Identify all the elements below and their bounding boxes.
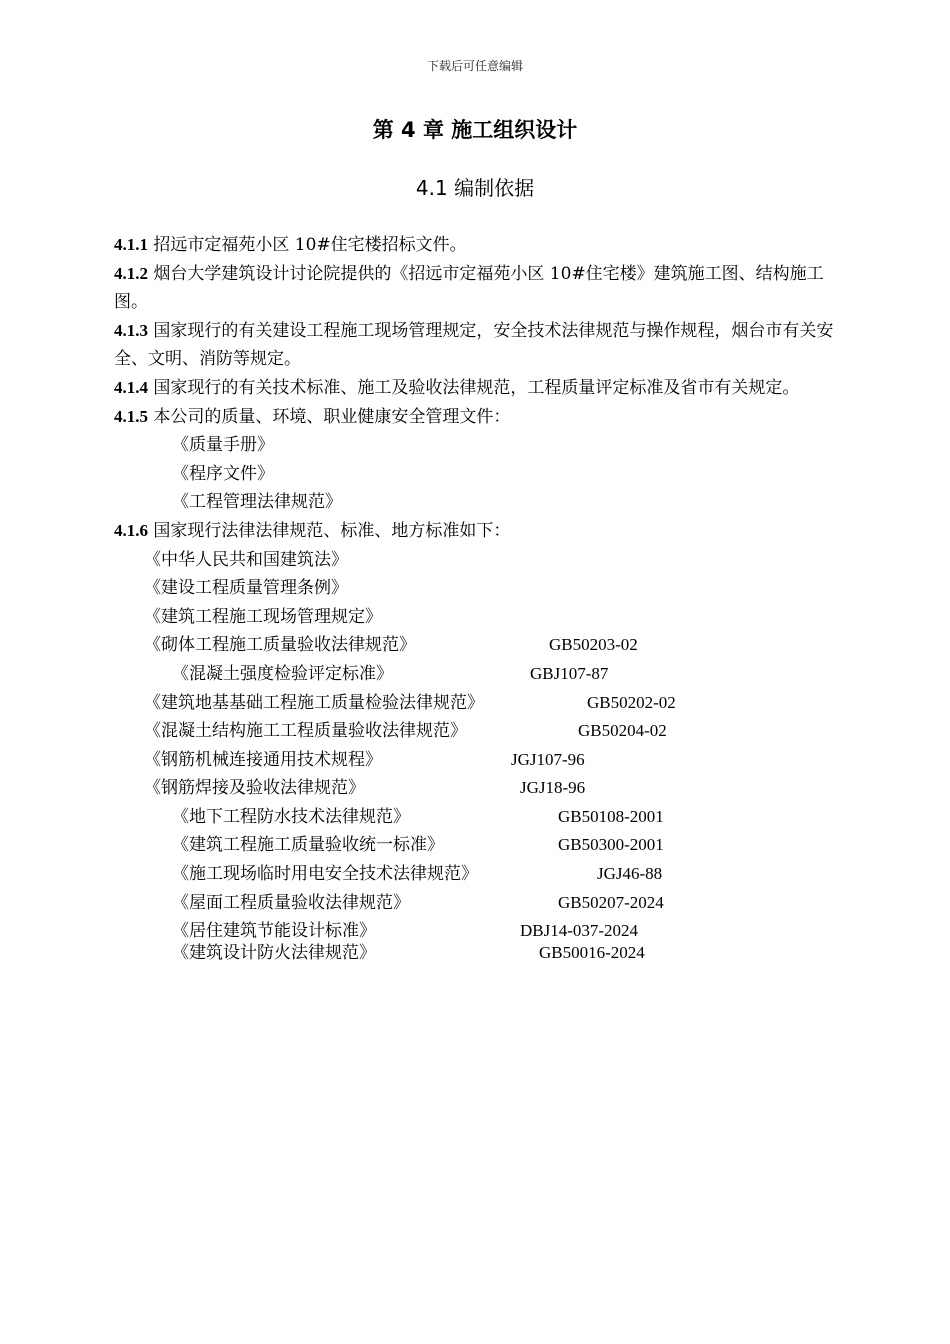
standard-code: GBJ107-87 bbox=[530, 663, 609, 683]
standard-code: JGJ18-96 bbox=[520, 778, 586, 798]
standard-title: 《混凝土强度检验评定标准》 bbox=[172, 663, 393, 684]
clause-text: 国家现行的有关建设工程施工现场管理规定，安全技术法律规范与操作规程，烟台市有关安全、文明、消防等规定。 bbox=[114, 320, 834, 370]
clause-text: 国家现行法律法律规范、标准、地方标准如下： bbox=[148, 520, 511, 541]
standard-title: 《建筑设计防火法律规范》 bbox=[172, 943, 376, 964]
standard-row bbox=[144, 603, 839, 632]
clause-number: 4.1.4 bbox=[114, 377, 148, 397]
standard-row bbox=[172, 917, 839, 942]
standard-title: 《屋面工程质量验收法律规范》 bbox=[172, 892, 410, 913]
standard-title: 《建筑工程施工质量验收统一标准》 bbox=[172, 835, 444, 856]
standard-code: GB50204-02 bbox=[578, 721, 667, 741]
clause-4-1-6 bbox=[114, 517, 839, 546]
chapter-title: 第 4 章 施工组织设计 bbox=[372, 118, 578, 142]
standard-row bbox=[144, 546, 839, 575]
standard-row bbox=[172, 939, 839, 968]
standard-row bbox=[172, 860, 839, 889]
section-title: 4.1 编制依据 bbox=[415, 176, 535, 200]
clause-number: 4.1.6 bbox=[114, 520, 148, 540]
clause-4-1-5 bbox=[114, 403, 839, 432]
standard-title: 《居住建筑节能设计标准》 bbox=[172, 921, 376, 942]
clause-4-1-1 bbox=[114, 231, 839, 260]
clause-number: 4.1.1 bbox=[114, 235, 148, 254]
clause-text: 国家现行的有关技术标准、施工及验收法律规范，工程质量评定标准及省市有关规定。 bbox=[148, 377, 800, 398]
standard-title: 《建筑工程施工现场管理规定》 bbox=[144, 606, 382, 627]
standard-code: GB50202-02 bbox=[587, 692, 676, 712]
clause-text: 烟台大学建筑设计讨论院提供的《招远市定福苑小区 10#住宅楼》建筑施工图、结构施工图。 bbox=[114, 263, 824, 313]
clause-4-1-2 bbox=[114, 260, 839, 317]
standard-row bbox=[144, 717, 839, 746]
standard-title: 《施工现场临时用电安全技术法律规范》 bbox=[172, 864, 478, 885]
standard-title: 《地下工程防水技术法律规范》 bbox=[172, 806, 410, 827]
standard-title: 《建筑地基基础工程施工质量检验法律规范》 bbox=[144, 692, 484, 713]
clause-number: 4.1.5 bbox=[114, 406, 148, 426]
company-doc: 《程序文件》 bbox=[172, 463, 274, 484]
clause-text: 招远市定福苑小区 10#住宅楼招标文件。 bbox=[148, 235, 467, 255]
clause-number: 4.1.2 bbox=[114, 263, 148, 283]
company-doc: 《质量手册》 bbox=[172, 435, 274, 456]
standard-row bbox=[172, 803, 839, 832]
standard-row bbox=[144, 746, 839, 775]
standard-code: GB50203-02 bbox=[549, 635, 638, 655]
standard-row bbox=[144, 689, 839, 718]
standard-code: JGJ46-88 bbox=[597, 864, 663, 884]
standard-title: 《中华人民共和国建筑法》 bbox=[144, 549, 348, 570]
page-header: 下载后可任意编辑 bbox=[426, 59, 523, 73]
standard-row bbox=[172, 660, 839, 689]
clause-4-1-4 bbox=[114, 374, 839, 403]
standard-code: GB50016-2024 bbox=[539, 943, 645, 963]
standard-code: DBJ14-037-2024 bbox=[520, 921, 639, 941]
standard-title: 《钢筋机械连接通用技术规程》 bbox=[144, 749, 382, 770]
standard-row bbox=[172, 831, 839, 860]
clause-text: 本公司的质量、环境、职业健康安全管理文件： bbox=[148, 406, 511, 427]
standard-title: 《钢筋焊接及验收法律规范》 bbox=[144, 778, 365, 799]
company-doc: 《工程管理法律规范》 bbox=[172, 492, 342, 513]
clause-number: 4.1.3 bbox=[114, 320, 148, 340]
standard-row bbox=[144, 631, 839, 660]
standard-row bbox=[172, 889, 839, 918]
document-body bbox=[114, 231, 839, 968]
standard-row bbox=[144, 574, 839, 603]
clause-4-1-3 bbox=[114, 317, 839, 374]
standard-code: GB50108-2001 bbox=[558, 806, 664, 826]
standard-code: GB50207-2024 bbox=[558, 892, 664, 912]
standard-title: 《建设工程质量管理条例》 bbox=[144, 578, 348, 599]
standard-row bbox=[144, 774, 839, 803]
standard-title: 《混凝土结构施工工程质量验收法律规范》 bbox=[144, 721, 467, 742]
standard-title: 《砌体工程施工质量验收法律规范》 bbox=[144, 635, 416, 656]
standard-code: GB50300-2001 bbox=[558, 835, 664, 855]
standard-code: JGJ107-96 bbox=[511, 749, 585, 769]
